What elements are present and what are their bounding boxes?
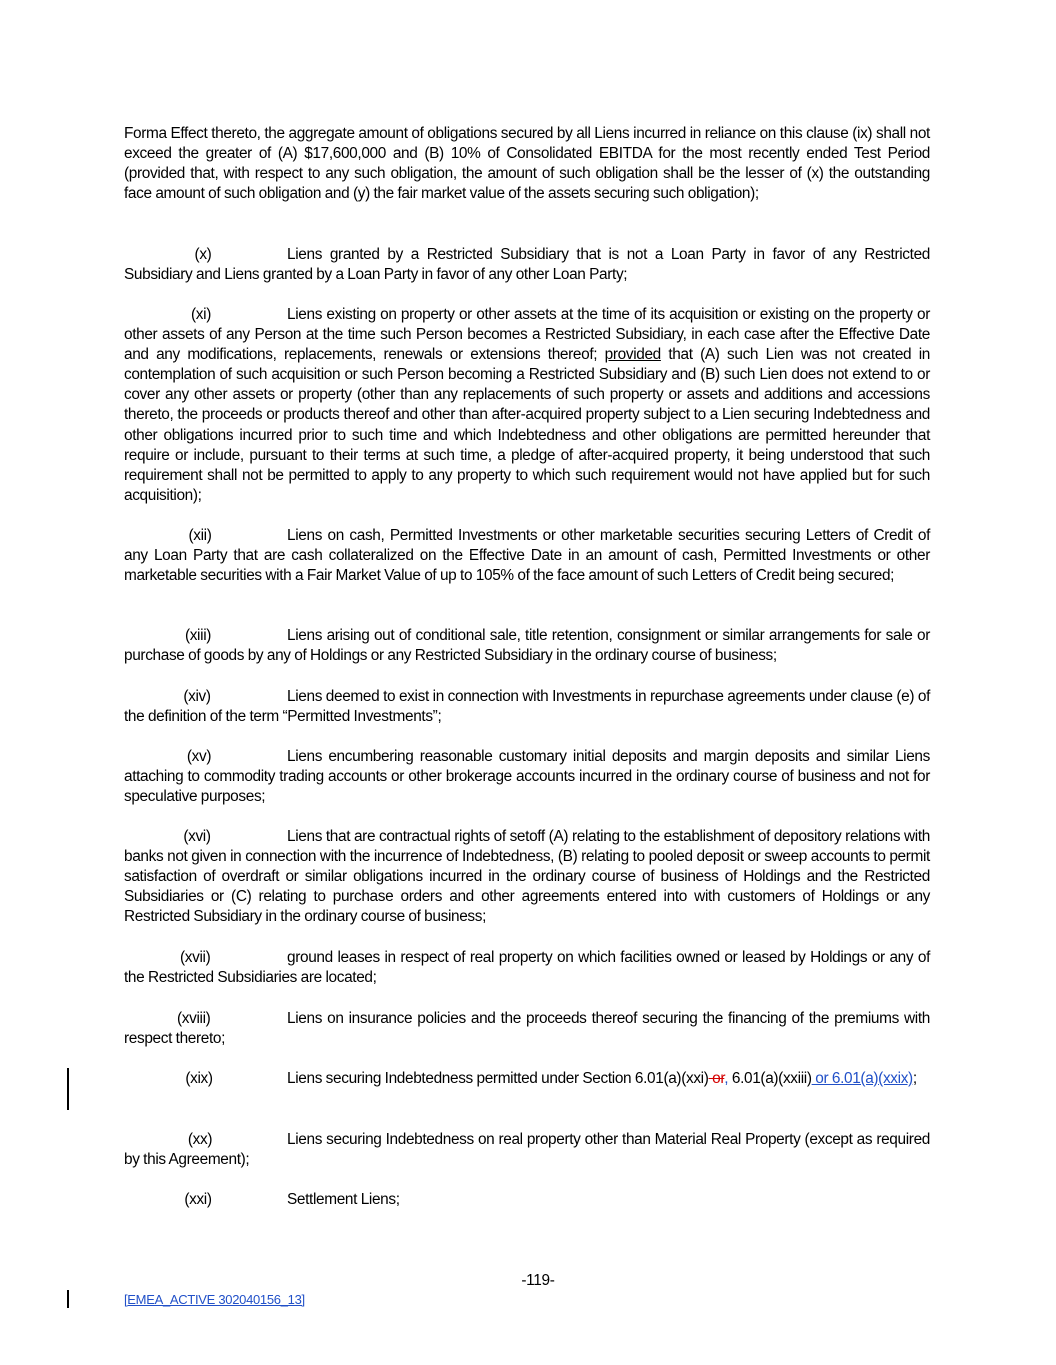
clause-xviii: [124, 1009, 930, 1049]
clause-text: Liens granted by a Restricted Subsidiary that is not a Loan Party in favor of any Restricted Subsidiary and Liens granted by a Loan Party in favor of any other Loan Party;: [124, 246, 930, 284]
clause-number: (xxi): [184, 1191, 212, 1208]
clause-text: Liens that are contractual rights of setoff (A) relating to the establishment of depository relations with banks not given in connection with the incurrence of Indebtedness, (B) relating to pooled deposit or sweep accounts to permit satisfaction of overdraft or similar obligations incurred in the ordinary course of business of Holdings and the Restricted Subsidiaries or (C) relating to purchase orders and other agreements entered into with customers of Holdings or any Restricted Subsidiary in the ordinary course of business;: [124, 828, 930, 926]
clause-text: Liens on insurance policies and the proceeds thereof securing the financing of the premiums with respect thereto;: [124, 1010, 930, 1048]
clause-text: Liens on cash, Permitted Investments or other marketable securities securing Letters of Credit of any Loan Party that are cash collateralized on the Effective Date in an amount of cash, Permitted Investments or other marketable securities with a Fair Market Value of up to 105% of the face amount of such Letters of Credit being secured;: [124, 527, 930, 585]
clause-x: [124, 245, 930, 285]
clause-xv: [124, 747, 930, 807]
clause-number: (xii): [188, 527, 212, 544]
clause-xix: [124, 1069, 930, 1089]
clause-xii: [124, 526, 930, 586]
clause-number: (xix): [185, 1070, 213, 1087]
provided-underlined: provided: [604, 346, 661, 364]
clause-text: Liens arising out of conditional sale, title retention, consignment or similar arrangements for sale or purchase of goods by any of Holdings or any Restricted Subsidiary in the ordinary course of business;: [124, 627, 930, 665]
clause-text: Liens existing on property or other assets at the time of its acquisition or existing on the property or other assets of any Person at the time such Person becomes a Restricted Subsidiary, in each case after the Effective Date and any modifications, replacements, renewals or extensions thereof; provided that (A) such Lien was not created in contemplation of such acquisition or such Person becoming a Restricted Subsidiary and (B) such Lien does not extend to or cover any other assets or property (other than any replacements of such property or assets and additions and accessions thereto, the proceeds or products thereof and other than after-acquired property subject to a Lien securing Indebtedness and other obligations incurred prior to such time and which Indebtedness and other obligations are permitted hereunder that require or include, pursuant to their terms at such time, a pledge of after-acquired property, it being understood that such requirement shall not be permitted to apply to any property to which such requirement would not have applied but for such acquisition);: [124, 306, 930, 504]
page-number: -119-: [521, 1272, 555, 1289]
clause-number: (x): [194, 246, 212, 263]
clause-number: (xvii): [180, 949, 211, 966]
clause-xi: [124, 305, 930, 506]
clause-number: (xviii): [177, 1010, 211, 1027]
clause-xvi: [124, 827, 930, 927]
clause-text: Liens securing Indebtedness on real property other than Material Real Property (except as required by this Agreement);: [124, 1131, 930, 1169]
clause-xx: [124, 1130, 930, 1170]
change-bar: [67, 1068, 69, 1110]
clause-text: ground leases in respect of real property on which facilities owned or leased by Holdings or any of the Restricted Subsidiaries are located;: [124, 949, 930, 987]
clause-xiv: [124, 687, 930, 727]
inserted-comma: ,: [724, 1070, 729, 1087]
clause-xiii: [124, 626, 930, 666]
deleted-text: or: [708, 1070, 725, 1087]
document-id[interactable]: [EMEA_ACTIVE 302040156_13]: [124, 1292, 305, 1307]
clause-number: (xiii): [184, 627, 212, 644]
clause-text: Settlement Liens;: [287, 1191, 400, 1208]
clause-number: (xvi): [183, 828, 211, 845]
intro-paragraph: Forma Effect thereto, the aggregate amount of obligations secured by all Liens incurred in reliance on this clause (ix) shall not exceed the greater of (A) $17,600,000 and (B) 10% of Consolidated EBITDA for the most recently ended Test Period (provided that, with respect to any such obligation, the amount of such obligation shall be the lesser of (x) the outstanding face amount of such obligation and (y) the fair market value of the assets securing such obligation);: [124, 125, 930, 203]
clause-text: Liens securing Indebtedness permitted under Section 6.01(a)(xxi) or, 6.01(a)(xxiii) or 6.01(a)(xxix);: [287, 1070, 917, 1087]
clause-text: Liens encumbering reasonable customary initial deposits and margin deposits and similar Liens attaching to commodity trading accounts or other brokerage accounts incurred in the ordinary course of business and not for speculative purposes;: [124, 748, 930, 806]
clause-xvii: [124, 948, 930, 988]
clause-number: (xi): [191, 306, 211, 323]
inserted-text: or 6.01(a)(xxix): [811, 1070, 913, 1087]
change-bar: [67, 1290, 69, 1308]
clause-number: (xiv): [183, 688, 211, 705]
clause-number: (xx): [187, 1131, 213, 1148]
clause-text: Liens deemed to exist in connection with Investments in repurchase agreements under clause (e) of the definition of the term “Permitted Investments”;: [124, 688, 930, 726]
clause-number: (xv): [186, 748, 212, 765]
clause-xxi: [124, 1190, 930, 1210]
